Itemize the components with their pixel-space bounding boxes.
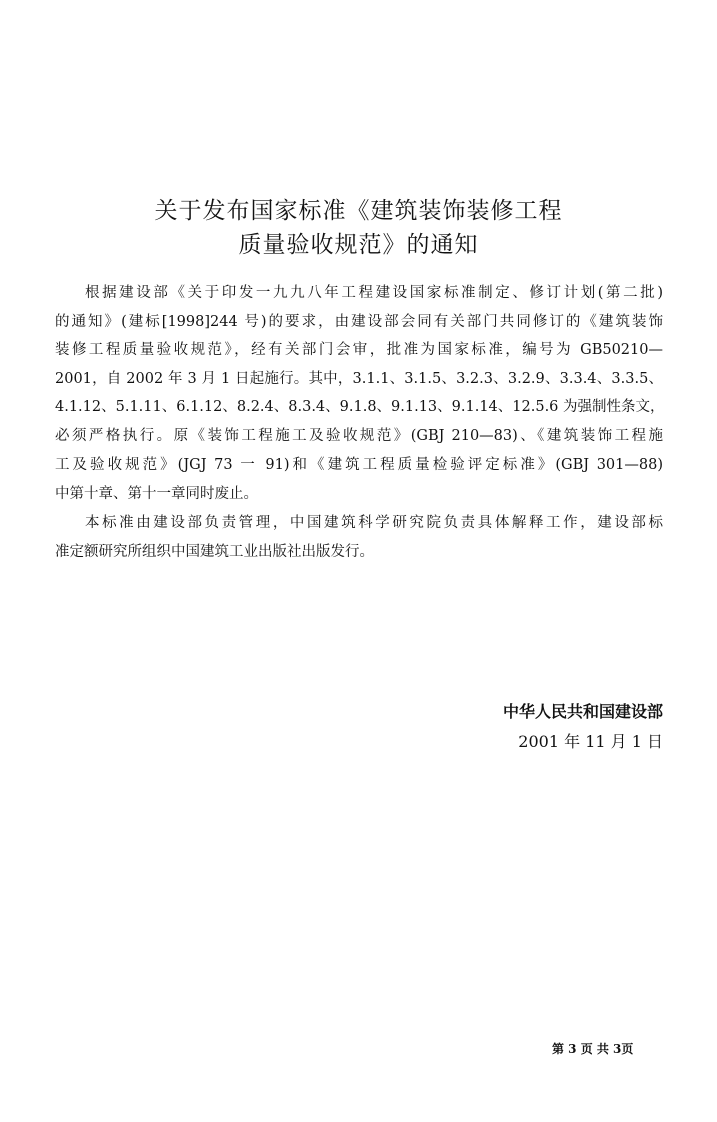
page-number: 第 3 页 共 3页 [552, 1042, 634, 1056]
body-line: 中第十章、第十一章同时废止。 [55, 486, 258, 502]
body-line: 工及验收规范》(JGJ 73 一 91)和《建筑工程质量检验评定标准》(GBJ 301—88) [55, 457, 663, 473]
body-line: 准定额研究所组织中国建筑工业出版社出版发行。 [55, 544, 374, 560]
body-line: 根据建设部《关于印发一九九八年工程建设国家标准制定、修订计划(第二批) [85, 285, 663, 301]
body-line: 本标准由建设部负责管理，中国建筑科学研究院负责具体解释工作，建设部标 [85, 515, 663, 531]
issuer: 中华人民共和国建设部 [502, 702, 663, 721]
body-line: 4.1.12、5.1.11、6.1.12、8.2.4、8.3.4、9.1.8、9.1.13、9.1.14、12.5.6 为强制性条文， [55, 399, 665, 415]
body-line: 必须严格执行。原《装饰工程施工及验收规范》(GBJ 210—83)、《建筑装饰工程施 [55, 428, 663, 444]
body-line: 的通知》(建标[1998]244 号)的要求，由建设部会同有关部门共同修订的《建筑装饰 [55, 314, 663, 330]
body-line: 2001，自 2002 年 3 月 1 日起施行。其中，3.1.1、3.1.5、3.2.3、3.2.9、3.3.4、3.3.5、 [55, 371, 663, 387]
title-line-2: 质量验收规范》的通知 [238, 232, 479, 258]
issue-date: 2001 年 11 月 1 日 [518, 732, 663, 751]
title-line-1: 关于发布国家标准《建筑装饰装修工程 [154, 198, 563, 224]
body-line: 装修工程质量验收规范》，经有关部门会审，批准为国家标准，编号为 GB50210— [55, 342, 663, 358]
